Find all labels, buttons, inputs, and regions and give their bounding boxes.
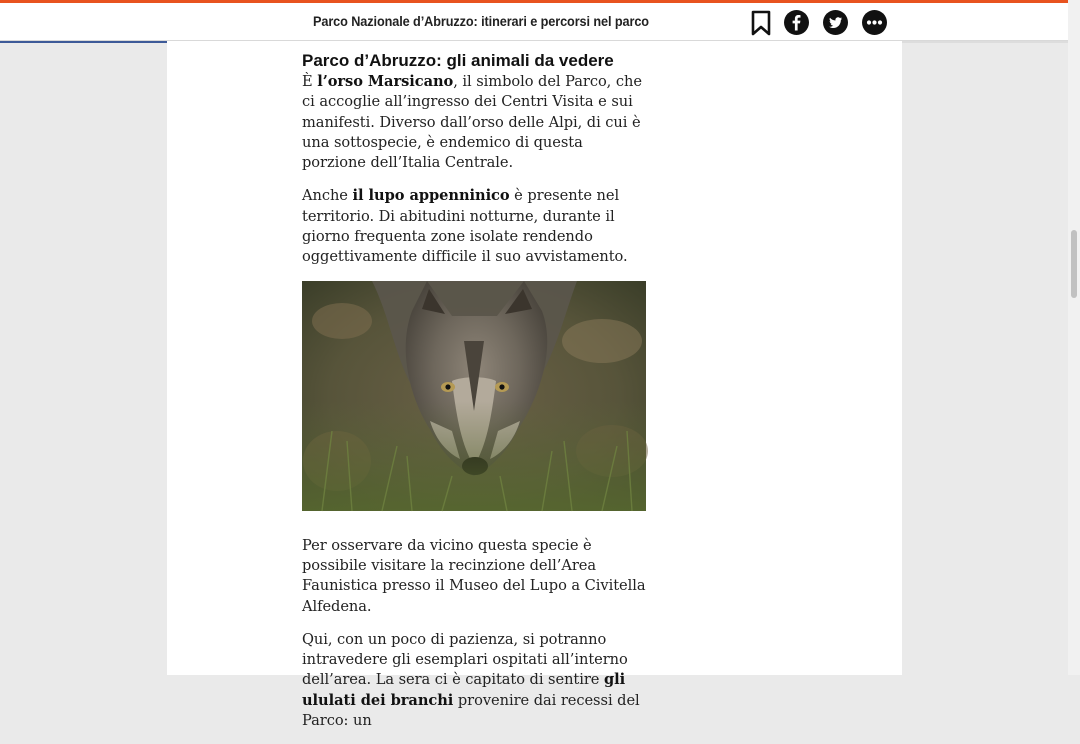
scrollbar-thumb[interactable] [1071,230,1077,298]
paragraph-visit: Per osservare da vicino questa specie è possibile visitare la recinzione dell’Area Faunistica presso il Museo del Lupo a Civitella Alfedena. [302,536,646,615]
wolf-photo [302,281,646,511]
article-title: Parco Nazionale d’Abruzzo: itinerari e percorsi nel parco [313,14,649,29]
page-scrollbar[interactable] [1068,0,1080,675]
paragraph-bear: È l’orso Marsicano, il simbolo del Parco, che ci accoglie all’ingresso dei Centri Visita e sui manifesti. Diverso dall’orso delle Alpi, di cui è una sottospecie, è endemico di questa porzione dell’Italia Centrale. [302,73,642,172]
article-column [167,41,902,730]
sticky-header [0,0,1068,41]
bold-wolf-name: il lupo appenninico [352,187,510,205]
bookmark-icon[interactable] [748,10,773,35]
paragraph-wolf: Anche il lupo appenninico è presente nel territorio. Di abitudini notturne, durante il giorno frequenta zone isolate rendendo oggettivamente difficile il suo avvistamento. [302,187,628,266]
bold-bear-name: l’orso Marsicano [317,73,454,90]
twitter-icon[interactable] [823,10,848,35]
article-content [302,50,646,744]
facebook-icon[interactable] [784,10,809,35]
more-icon[interactable] [862,10,887,35]
bold-howls: gli ululati dei branchi [302,671,626,709]
section-heading: Parco d’Abruzzo: gli animali da vedere [302,51,614,70]
paragraph-howls: Qui, con un poco di pazienza, si potranno intravedere gli esemplari ospitati all’interno dell’area. La sera ci è capitato di sentire gli ululati dei branchi provenire dai recessi del Parco: un [302,630,640,730]
